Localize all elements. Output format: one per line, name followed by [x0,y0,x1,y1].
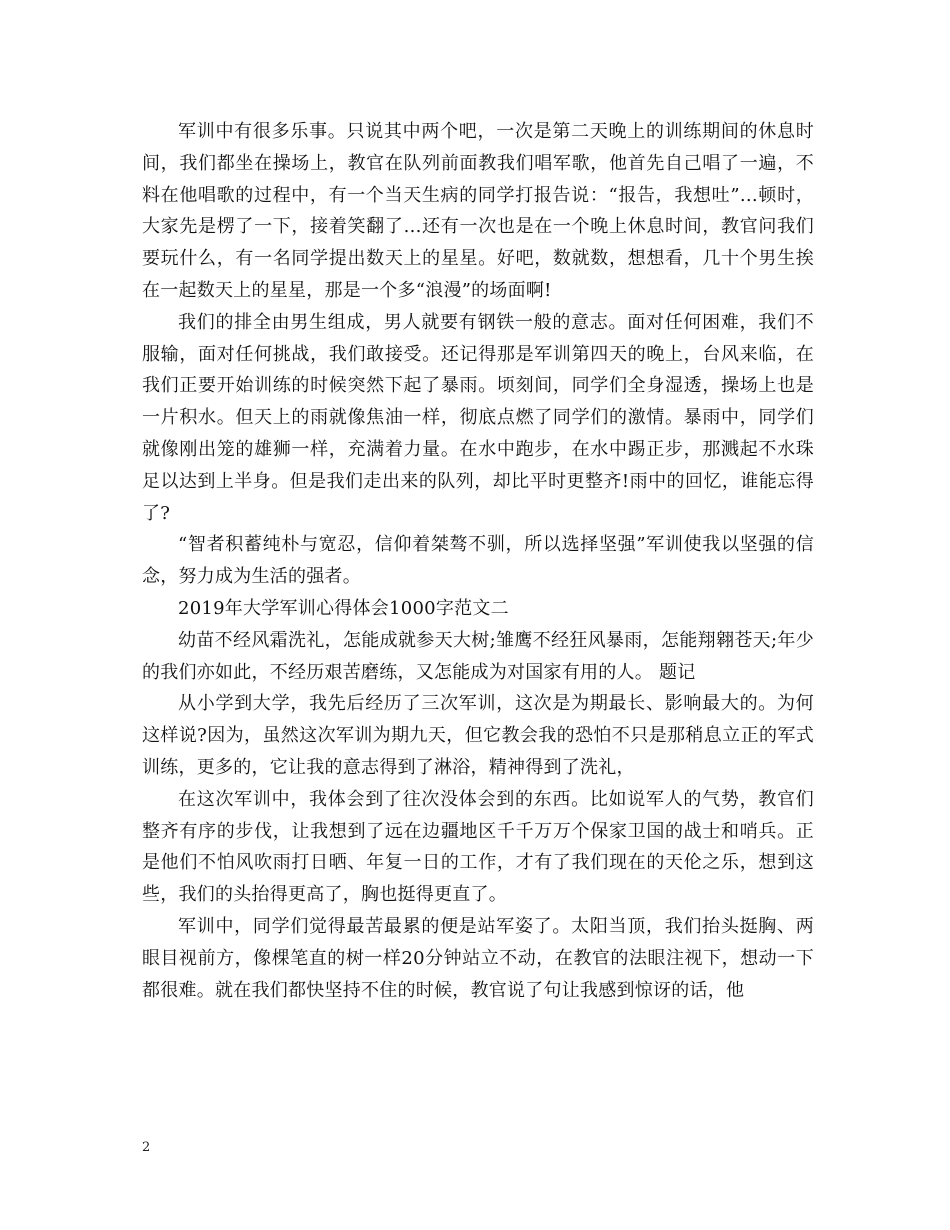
document-body [142,116,814,1006]
page-number: 2 [142,1140,151,1155]
paragraph-three-trainings: 从小学到大学，我先后经历了三次军训，这次是为期最长、影响最大的。为何这样说?因为，虽然这次军训为期九天，但它教会我的恐怕不只是那稍息立正的军式训练，更多的，它让我的意志得到了淋浴，精神得到了洗礼， [142,693,814,778]
paragraph-quote: “智者积蓄纯朴与宽忍，信仰着桀骜不驯，所以选择坚强”军训使我以坚强的信念，努力成为生活的强者。 [142,534,814,588]
section-heading: 2019年大学军训心得体会1000字范文二 [178,597,509,619]
paragraph-epigraph: 幼苗不经风霜洗礼，怎能成就参天大树;雏鹰不经狂风暴雨，怎能翔翱苍天;年少的我们亦如此，不经历艰苦磨练，又怎能成为对国家有用的人。 题记 [142,629,814,683]
paragraph-military-fun: 军训中有很多乐事。只说其中两个吧，一次是第二天晚上的训练期间的休息时间，我们都坐在操场上，教官在队列前面教我们唱军歌，他首先自己唱了一遍，不料在他唱歌的过程中，有一个当天生病的同学打报告说：“报告，我想吐”…顿时，大家先是楞了一下，接着笑翻了…还有一次也是在一个晚上休息时间，教官问我们要玩什么，有一名同学提出数天上的星星。好吧，数就数，想想看，几十个男生挨在一起数天上的星星，那是一个多“浪漫”的场面啊! [142,121,814,301]
paragraph-rainstorm: 我们的排全由男生组成，男人就要有钢铁一般的意志。面对任何困难，我们不服输，面对任何挑战，我们敢接受。还记得那是军训第四天的晚上，台风来临，在我们正要开始训练的时候突然下起了暴雨。顷刻间，同学们全身湿透，操场上也是一片积水。但天上的雨就像焦油一样，彻底点燃了同学们的激情。暴雨中，同学们就像刚出笼的雄狮一样，充满着力量。在水中跑步，在水中踢正步，那溅起不水珠足以达到上半身。但是我们走出来的队列，却比平时更整齐!雨中的回忆，谁能忘得了? [142,311,814,524]
paragraph-standing-posture: 军训中，同学们觉得最苦最累的便是站军姿了。太阳当顶，我们抬头挺胸、两眼目视前方，像棵笔直的树一样20分钟站立不动，在教官的法眼注视下，想动一下都很难。就在我们都快坚持不住的时候，教官说了句让我感到惊讶的话，他 [142,915,814,1001]
paragraph-soldier-spirit: 在这次军训中，我体会到了往次没体会到的东西。比如说军人的气势，教官们整齐有序的步伐，让我想到了远在边疆地区千千万万个保家卫国的战士和哨兵。正是他们不怕风吹雨打日晒、年复一日的工作，才有了我们现在的天伦之乐，想到这些，我们的头抬得更高了，胸也挺得更直了。 [142,788,814,906]
